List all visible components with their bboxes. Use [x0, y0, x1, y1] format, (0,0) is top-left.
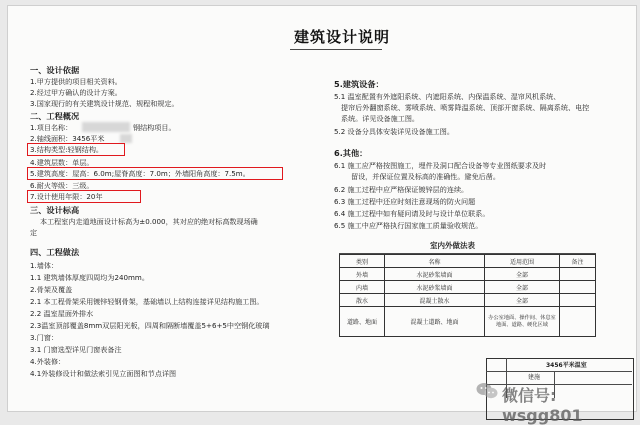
equipment-install: 5.2 设备分具体安装详见设备施工图。: [334, 127, 454, 136]
wechat-logo-icon: [476, 382, 498, 400]
header-category: 类别: [340, 255, 385, 268]
drawing-sheet: [8, 6, 636, 425]
table-cell: 道路、地面: [340, 307, 385, 337]
table-cell: 混凝土道路、地面: [385, 307, 485, 337]
method-frame-detail: 2.1 本工程骨架采用镀锌轻钢骨架，基础墙以上结构连接详见结构施工图。: [30, 297, 264, 306]
table-cell: [560, 307, 596, 337]
equipment-line-3: 系统。详见设备施工图。: [341, 114, 420, 123]
table-cell: 散水: [340, 294, 385, 307]
table-cell: 外墙: [340, 268, 385, 281]
table-cell: [560, 294, 596, 307]
title-block-area: 3456平米温室: [546, 362, 587, 369]
section-construction-methods: 四、工程做法: [30, 247, 80, 257]
title-underline: [290, 49, 382, 50]
table-cell: 办公室地面、操作间、休息室地面、道路、硬化区域: [485, 307, 560, 337]
other-fire-safety: 6.3 施工过程中还应时刻注意现场的防火问题: [334, 197, 476, 206]
watermark-text: 微信号: wsgg801: [502, 386, 583, 425]
project-name-label: 1.项目名称：: [30, 123, 73, 132]
document-title: 建筑设计说明: [294, 28, 391, 46]
title-block-divider: [486, 371, 632, 372]
other-quality-standard: 6.5 施工中应严格执行国家施工质量验收规范。: [334, 221, 483, 230]
method-door-selection: 3.1 门窗选型详见门窗表备注: [30, 345, 122, 354]
other-line-2: 留设，并保证位置及标高的准确性。避免后凿。: [351, 172, 500, 181]
header-name: 名称: [385, 255, 485, 268]
header-remark: 备注: [560, 255, 596, 268]
building-floors: 4.建筑层数：单层。: [30, 158, 94, 167]
table-cell: 全部: [485, 281, 560, 294]
design-basis-item-3: 3.国家现行的有关建筑设计规范、规程和规定。: [30, 99, 179, 108]
method-exterior-finish: 4.外装修：: [30, 357, 66, 366]
other-contact-designer: 6.4 施工过程中如有疑问请及时与设计单位联系。: [334, 209, 490, 218]
method-doors-windows: 3.门窗：: [30, 333, 59, 342]
table-cell: 全部: [485, 294, 560, 307]
elevation-line-2: 定: [30, 228, 38, 237]
axis-area: 2.轴线面积：3456平米: [30, 134, 105, 143]
table-cell: 全部: [485, 268, 560, 281]
table-cell: [560, 281, 596, 294]
other-zinc-layer: 6.2 施工过程中应严格保证镀锌层的连续。: [334, 185, 469, 194]
equipment-line-2: 提帘后外翻窗系统、雾喷系统、喷雾降温系统、顶部开窗系统、隔离系统、电控: [341, 103, 590, 112]
table-cell: [560, 268, 596, 281]
method-frame-cover: 2.骨架及覆盖: [30, 285, 73, 294]
table-row: [340, 307, 596, 337]
finish-table: [339, 254, 596, 337]
table-row: [340, 294, 596, 307]
table-cell: 混凝土散水: [385, 294, 485, 307]
design-service-life: 7.设计使用年限：20年: [30, 192, 103, 201]
building-height: 5.建筑高度：屋高：6.0m;屋脊高度：7.0m；外墙阳角高度：7.5m。: [30, 169, 250, 178]
fire-rating: 6.耐火等级：三级。: [30, 181, 94, 190]
table-cell: 水泥砂浆墙面: [385, 281, 485, 294]
header-scope: 适用范围: [485, 255, 560, 268]
section-design-basis: 一、设计依据: [30, 65, 80, 75]
method-walls: 1.墙体：: [30, 261, 59, 270]
title-block-sub: 建施: [528, 374, 541, 381]
redacted-area-note: [120, 134, 132, 143]
redacted-project-name: [82, 122, 130, 132]
method-roof-drainage: 2.2 温室屋面外排水: [30, 309, 94, 318]
design-basis-item-2: 2.经过甲方确认的设计方案。: [30, 88, 122, 97]
table-row: [340, 281, 596, 294]
section-other: 6.其他：: [334, 148, 368, 158]
section-project-overview: 二、工程概况: [30, 111, 80, 121]
equipment-line-1: 5.1 温室配置有外遮阳系统、内遮阳系统、内保温系统、湿帘风机系统、: [334, 92, 561, 101]
design-basis-item-1: 1.甲方提供的项目相关资料。: [30, 77, 122, 86]
table-row: [340, 268, 596, 281]
method-exterior-detail: 4.1外装修设计和做法索引见立面图和节点详图: [30, 369, 177, 378]
method-wall-thickness: 1.1 建筑墙体厚度四周均为240mm。: [30, 273, 149, 282]
section-design-elevation: 三、设计标高: [30, 205, 80, 215]
finish-table-caption: 室内外做法表: [430, 241, 475, 250]
table-cell: 水泥砂浆墙面: [385, 268, 485, 281]
table-header-row: [340, 255, 596, 268]
table-cell: 内墙: [340, 281, 385, 294]
structure-type: 3.结构类型:轻钢结构。: [30, 145, 104, 154]
section-equipment: 5.建筑设备：: [334, 79, 384, 89]
other-line-1: 6.1 施工应严格按图施工，埋件及洞口配合设备等专业图纸要求及时: [334, 161, 547, 170]
project-name-suffix: 钢结构项目。: [133, 123, 176, 132]
method-roof-cover: 2.3温室顶部覆盖8mm双层阳光板，四周和隔断墙覆盖5+6+5中空钢化玻璃: [30, 321, 270, 330]
elevation-line-1: 本工程室内走道地面设计标高为±0.000，其对应的绝对标高数现场确: [40, 217, 258, 226]
